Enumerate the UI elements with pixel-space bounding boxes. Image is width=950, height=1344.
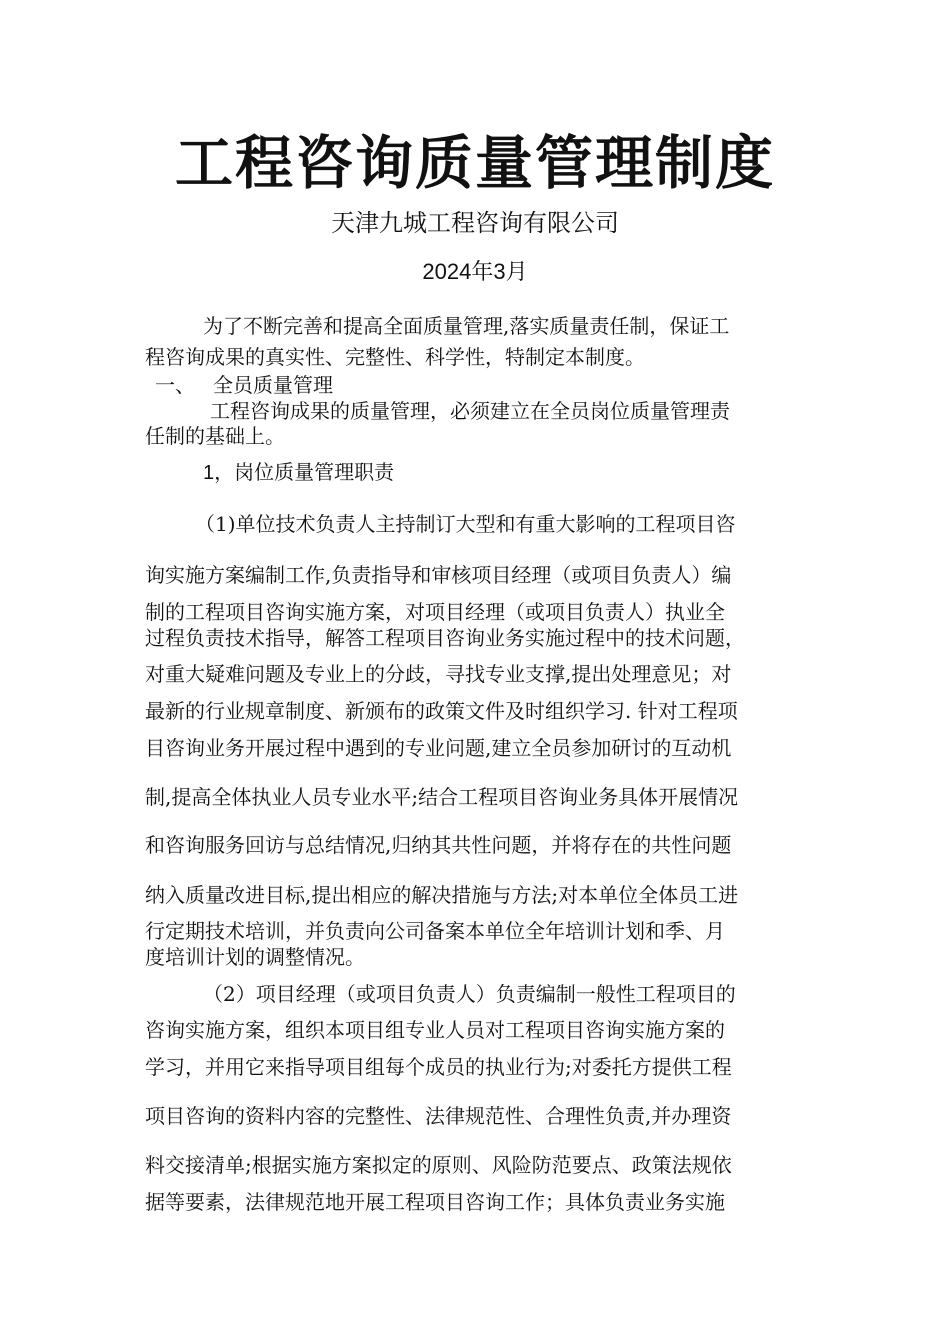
- document-date: 2024年3月: [422, 259, 528, 284]
- paragraph-line: 据等要素，法律规范地开展工程项目咨询工作；具体负责业务实施: [145, 1190, 725, 1214]
- paragraph-line: 行定期技术培训，并负责向公司备案本单位全年培训计划和季、月: [145, 919, 725, 943]
- paragraph-line: （1)单位技术负责人主持制订大型和有重大影响的工程项目咨: [195, 512, 736, 536]
- section-intro-line: 任制的基础上。: [145, 424, 285, 448]
- document-title: 工程咨询质量管理制度: [174, 129, 775, 197]
- paragraph-line: 询实施方案编制工作,负责指导和审核项目经理（或项目负责人）编: [145, 563, 732, 587]
- paragraph-line: 学习，并用它来指导项目组每个成员的执业行为;对委托方提供工程: [145, 1055, 732, 1079]
- company-name: 天津九城工程咨询有限公司: [331, 209, 619, 237]
- section-number: 一、: [155, 373, 195, 397]
- paragraph-line: 纳入质量改进目标,提出相应的解决措施与方法;对本单位全体员工进: [145, 883, 739, 907]
- paragraph-line: 目咨询业务开展过程中遇到的专业问题,建立全员参加研讨的互动机: [145, 736, 732, 760]
- paragraph-line: 和咨询服务回访与总结情况,归纳其共性问题，并将存在的共性问题: [145, 833, 732, 857]
- paragraph-line: 项目咨询的资料内容的完整性、法律规范性、合理性负责,并办理资: [145, 1104, 732, 1128]
- paragraph-line: 最新的行业规章制度、新颁布的政策文件及时组织学习. 针对工程项: [145, 699, 738, 723]
- paragraph-line: 度培训计划的调整情况。: [145, 945, 365, 969]
- subsection-title: 1，岗位质量管理职责: [203, 462, 395, 484]
- paragraph-line: 料交接清单;根据实施方案拟定的原则、风险防范要点、政策法规依: [145, 1153, 732, 1177]
- paragraph-line: （2）项目经理（或项目负责人）负责编制一般性工程项目的: [203, 982, 736, 1006]
- paragraph-line: 过程负责技术指导，解答工程项目咨询业务实施过程中的技术问题，: [145, 626, 745, 650]
- paragraph-line: 对重大疑难问题及专业上的分歧，寻找专业支撑,提出处理意见；对: [145, 662, 732, 686]
- intro-line: 程咨询成果的真实性、完整性、科学性，特制定本制度。: [145, 345, 645, 369]
- section-intro-line: 工程咨询成果的质量管理，必须建立在全员岗位质量管理责: [210, 399, 730, 423]
- paragraph-line: 制的工程项目咨询实施方案，对项目经理（或项目负责人）执业全: [145, 600, 725, 624]
- paragraph-line: 制,提高全体执业人员专业水平;结合工程项目咨询业务具体开展情况: [145, 785, 739, 809]
- intro-line: 为了不断完善和提高全面质量管理,落实质量责任制，保证工: [203, 314, 730, 338]
- section-title: 全员质量管理: [213, 373, 333, 397]
- paragraph-line: 咨询实施方案，组织本项目组专业人员对工程项目咨询实施方案的: [145, 1018, 725, 1042]
